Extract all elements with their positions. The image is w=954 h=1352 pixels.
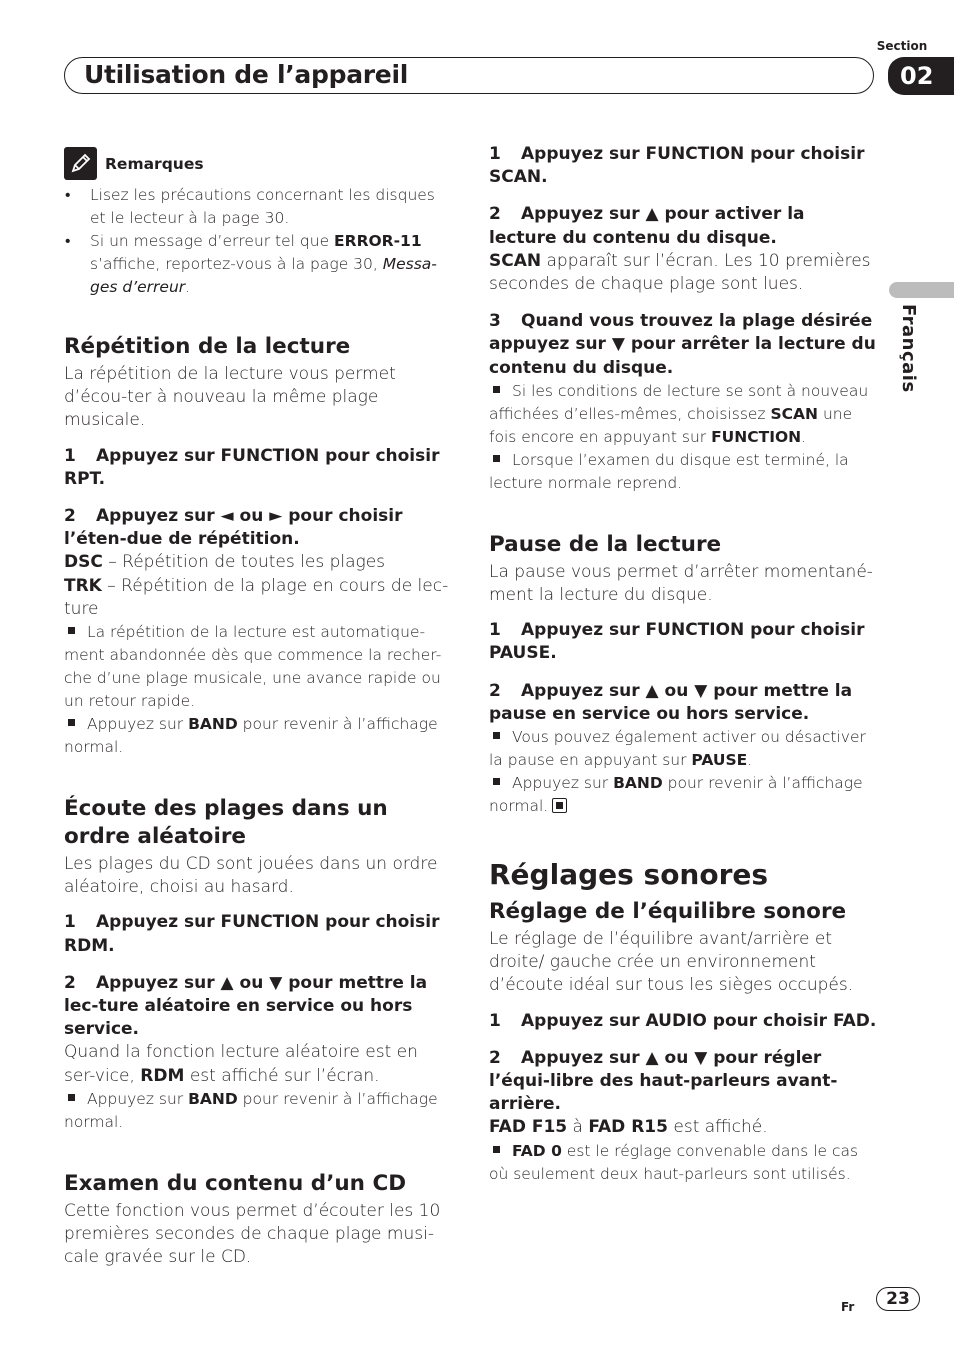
repetition-dsc: DSC – Répétition de toutes les plages <box>64 552 386 573</box>
page-number: 23 <box>876 1287 920 1311</box>
examen-step-2: 2 Appuyez sur ▲ pour activer la lecture du contenu du disque. <box>489 204 805 248</box>
equilibre-step-1: 1 Appuyez sur AUDIO pour choisir FAD. <box>489 1010 877 1031</box>
repetition-note-2: Appuyez sur BAND pour revenir à l’affichage normal. <box>64 715 438 757</box>
equilibre-step-2: 2 Appuyez sur ▲ ou ▼ pour régler l’équi-libre des haut-parleurs avant-arrière. <box>489 1047 838 1115</box>
section-number-badge: 02 <box>888 57 954 95</box>
repetition-note-1: La répétition de la lecture est automatique-ment abandonnée dès que commence la recher-che d’une plage musicale, une avance rapide ou un retour rapide. <box>64 623 442 711</box>
remarque-item: • Si un message d’erreur tel que ERROR-11 s’affiche, reportez-vous à la page 30, Messa-ges d’erreur. <box>64 230 452 299</box>
aleatoire-intro: Les plages du CD sont jouées dans un ordre aléatoire, choisi au hasard. <box>64 854 438 898</box>
pause-note-2: Appuyez sur BAND pour revenir à l’affichage normal. <box>489 774 863 816</box>
equilibre-fad-range: FAD F15 à FAD R15 est affiché. <box>489 1117 768 1138</box>
aleatoire-step-1: 1 Appuyez sur FUNCTION pour choisir RDM. <box>64 912 440 956</box>
repetition-step-2: 2 Appuyez sur ◄ ou ► pour choisir l’éten-due de répétition. <box>64 506 403 550</box>
repetition-intro: La répétition de la lecture vous permet d’écou-ter à nouveau la même plage musicale. <box>64 364 396 431</box>
examen-step-3: 3 Quand vous trouvez la plage désirée appuyez sur ▼ pour arrêter la lecture du contenu du disque. <box>489 311 876 378</box>
repetition-step-1: 1 Appuyez sur FUNCTION pour choisir RPT. <box>64 445 440 489</box>
remarque-item: • Lisez les précautions concernant les disques et le lecteur à la page 30. <box>64 184 452 230</box>
examen-scan-text: SCAN apparaît sur l’écran. Les 10 premières secondes de chaque plage sont lues. <box>489 250 871 295</box>
right-column <box>489 131 877 1186</box>
heading-pause: Pause de la lecture <box>489 531 722 557</box>
pencil-note-icon <box>64 147 97 180</box>
equilibre-note: FAD 0 est le réglage convenable dans le cas où seulement deux haut-parleurs sont utilisés. <box>489 1141 859 1183</box>
examen-intro: Cette fonction vous permet d’écouter les 10 premières secondes de chaque plage musi-cale gravée sur le CD. <box>64 1200 441 1268</box>
end-of-section-icon <box>552 798 567 813</box>
page-title: Utilisation de l’appareil <box>84 60 408 89</box>
remarques-header <box>64 147 452 180</box>
heading-repetition: Répétition de la lecture <box>64 334 351 359</box>
heading-equilibre: Réglage de l’équilibre sonore <box>489 899 847 925</box>
pause-note-1: Vous pouvez également activer ou désactiver la pause en appuyant sur PAUSE. <box>489 728 866 770</box>
repetition-trk: TRK – Répétition de la plage en cours de lec-ture <box>64 575 449 619</box>
pause-step-2: 2 Appuyez sur ▲ ou ▼ pour mettre la pause en service ou hors service. <box>489 680 853 724</box>
remarques-title: Remarques <box>105 154 204 173</box>
aleatoire-step-2: 2 Appuyez sur ▲ ou ▼ pour mettre la lec-ture aléatoire en service ou hors service. <box>64 972 428 1040</box>
heading-reglages: Réglages sonores <box>489 858 769 892</box>
aleatoire-text: Quand la fonction lecture aléatoire est en ser-vice, RDM est affiché sur l’écran. <box>64 1042 418 1086</box>
left-column <box>64 147 452 1269</box>
footer-language: Fr <box>841 1300 855 1314</box>
pause-step-1: 1 Appuyez sur FUNCTION pour choisir PAUSE. <box>489 620 865 664</box>
language-tab-bar <box>889 282 954 298</box>
section-label: Section <box>876 39 928 53</box>
heading-examen: Examen du contenu d’un CD <box>64 1170 407 1196</box>
equilibre-intro: Le réglage de l’équilibre avant/arrière et droite/ gauche crée un environnement d’écoute idéal sur tous les sièges occupés. <box>489 929 854 996</box>
language-tab-label: Français <box>898 304 919 393</box>
examen-note-2: Lorsque l’examen du disque est terminé, la lecture normale reprend. <box>489 450 849 492</box>
examen-note-1: Si les conditions de lecture se sont à nouveau affichées d’elles-mêmes, choisissez SCAN une fois encore en appuyant sur FUNCTION. <box>489 381 869 446</box>
pause-intro: La pause vous permet d’arrêter momentané-ment la lecture du disque. <box>489 561 873 606</box>
heading-aleatoire: Écoute des plages dans un ordre aléatoire <box>64 796 388 850</box>
aleatoire-note: Appuyez sur BAND pour revenir à l’affichage normal. <box>64 1089 438 1131</box>
examen-step-1: 1 Appuyez sur FUNCTION pour choisir SCAN. <box>489 144 865 188</box>
